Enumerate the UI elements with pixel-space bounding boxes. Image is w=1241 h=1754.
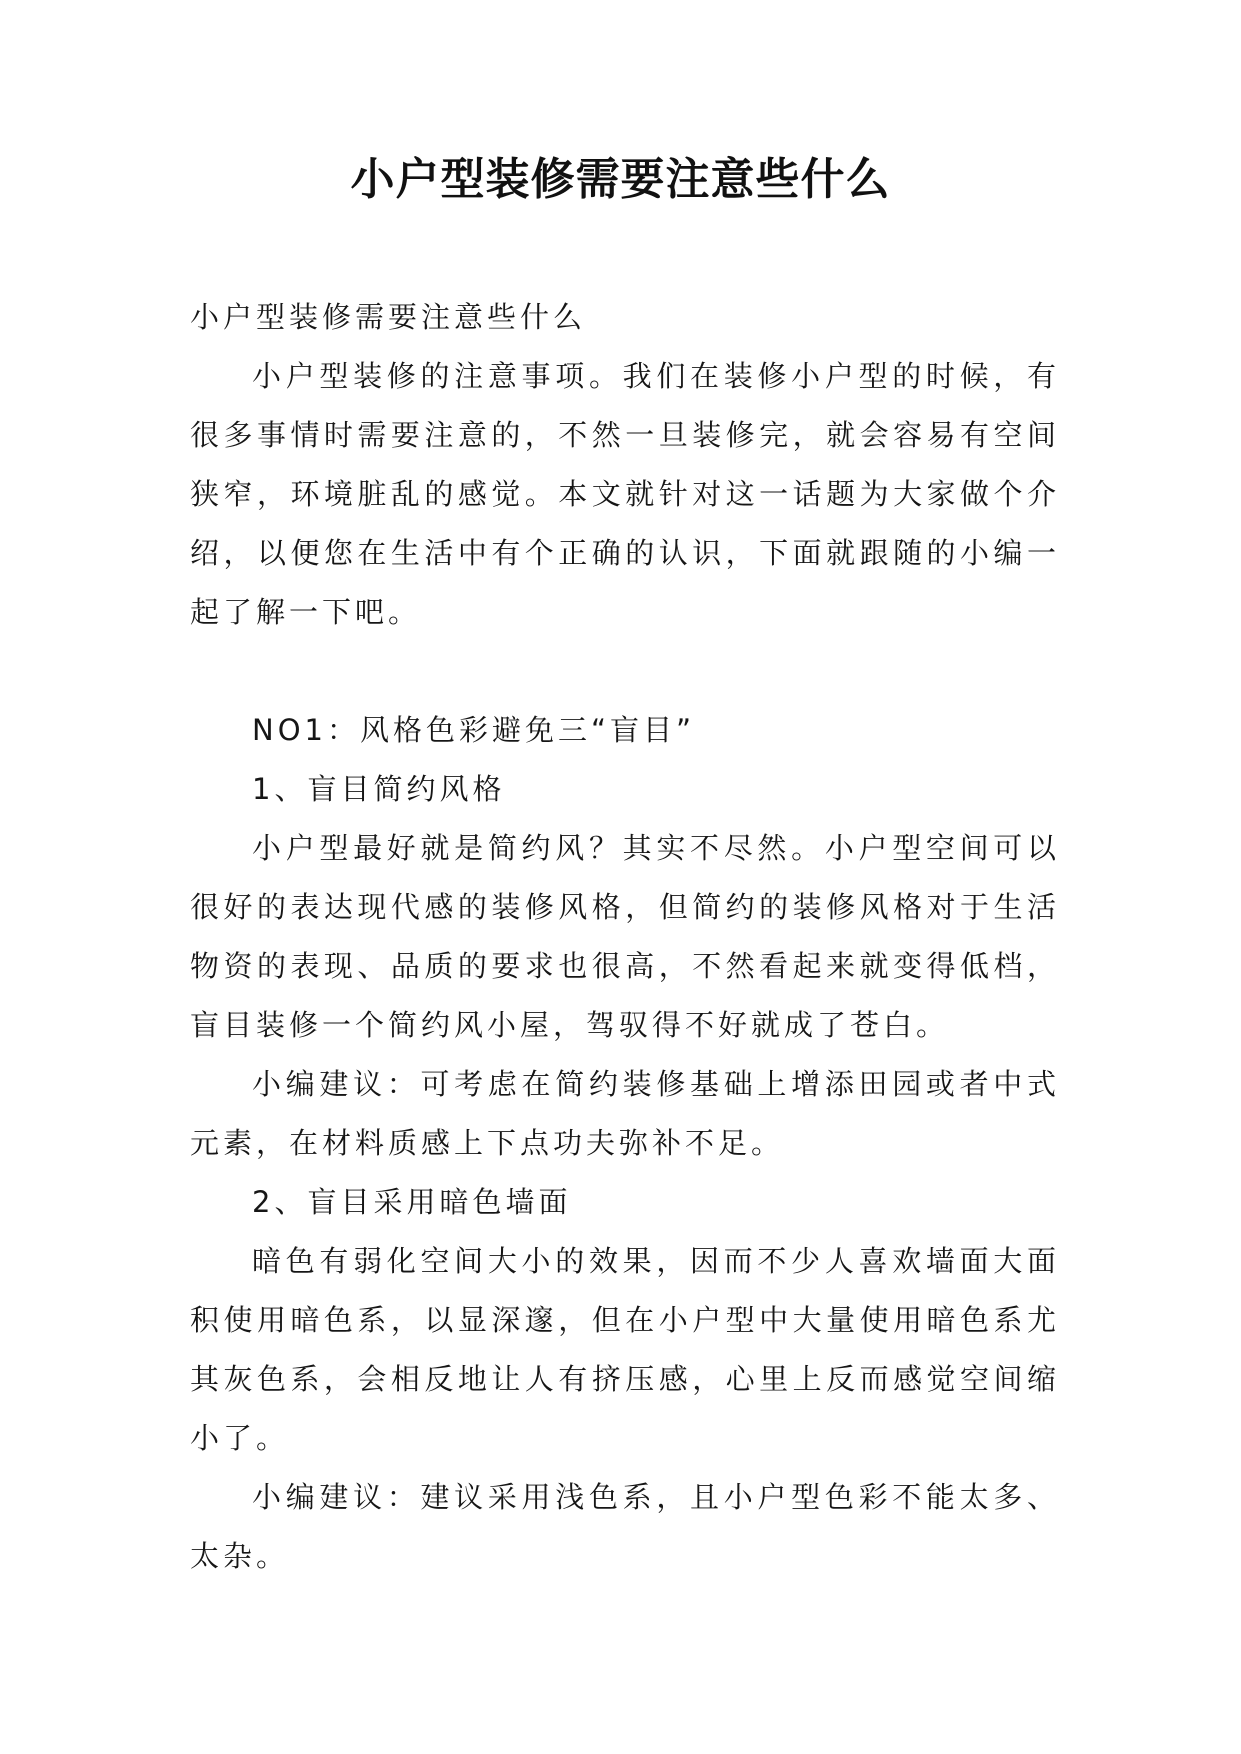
subheading-1: 1、盲目简约风格 xyxy=(252,772,506,806)
subheading-2: 2、盲目采用暗色墙面 xyxy=(252,1185,572,1219)
body-paragraph-2: 暗色有弱化空间大小的效果，因而不少人喜欢墙面大面积使用暗色系，以显深邃，但在小户型中大量使用暗色系尤其灰色系，会相反地让人有挤压感，心里上反而感觉空间缩小了。 xyxy=(190,1244,1060,1455)
paragraph-spacer xyxy=(190,642,1060,701)
intro-paragraph: 小户型装修的注意事项。我们在装修小户型的时候，有很多事情时需要注意的，不然一旦装修完，就会容易有空间狭窄，环境脏乱的感觉。本文就针对这一话题为大家做个介绍，以便您在生活中有个正确的认识，下面就跟随的小编一起了解一下吧。 xyxy=(190,359,1060,629)
section-heading: NO1：风格色彩避免三“盲目” xyxy=(252,713,696,747)
document-body xyxy=(190,288,1060,1586)
subtitle-paragraph: 小户型装修需要注意些什么 xyxy=(190,300,587,334)
document-title: 小户型装修需要注意些什么 xyxy=(350,154,891,205)
suggestion-paragraph-1: 小编建议：可考虑在简约装修基础上增添田园或者中式元素，在材料质感上下点功夫弥补不足。 xyxy=(190,1067,1060,1160)
body-paragraph-1: 小户型最好就是简约风？其实不尽然。小户型空间可以很好的表达现代感的装修风格，但简约的装修风格对于生活物资的表现、品质的要求也很高，不然看起来就变得低档，盲目装修一个简约风小屋，驾驭得不好就成了苍白。 xyxy=(190,831,1060,1042)
suggestion-paragraph-2: 小编建议：建议采用浅色系，且小户型色彩不能太多、太杂。 xyxy=(190,1480,1060,1573)
